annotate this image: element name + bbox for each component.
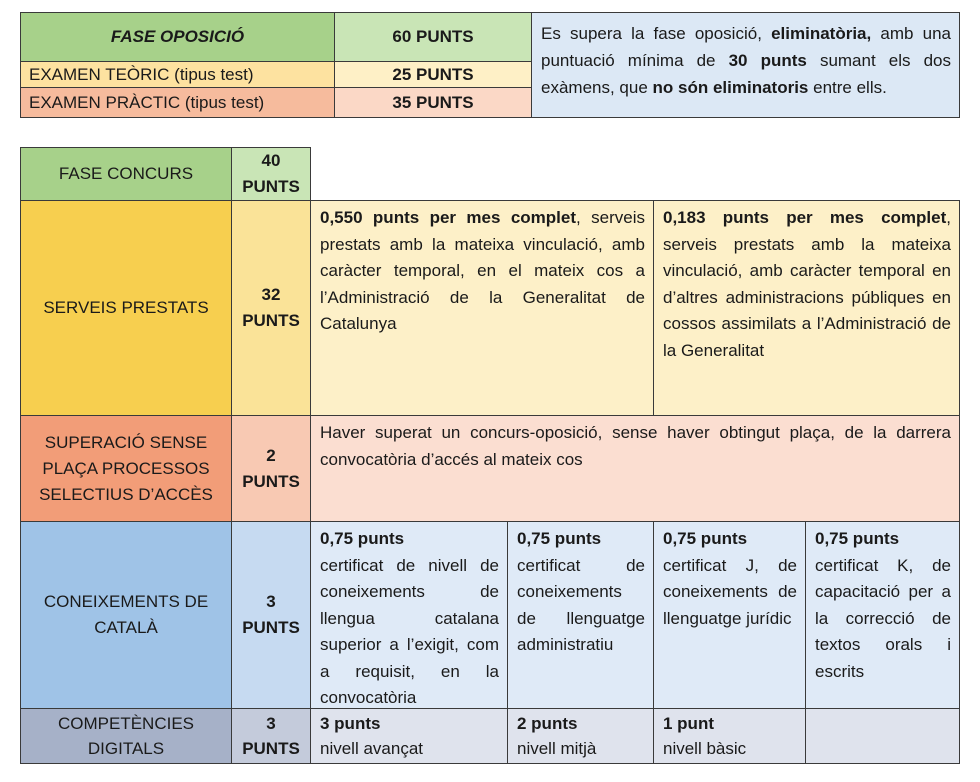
concurs-points-cell	[231, 147, 311, 201]
digitals-label-line1: COMPETÈNCIES	[57, 714, 195, 733]
digitals-item-3-title: 1 punt	[663, 714, 714, 733]
examen-teoric-points-cell	[334, 61, 532, 88]
serveis-label: SERVEIS PRESTATS	[43, 298, 209, 317]
superacio-points-num: 2	[266, 445, 276, 465]
digitals-points-word: PUNTS	[242, 739, 300, 758]
catala-item-1-text: certificat de nivell de coneixements de llengua catalana superior a l’exigit, com a requisit, en la convocatòria	[320, 555, 499, 707]
digitals-item-1-title: 3 punts	[320, 714, 381, 733]
serveis-col2: 0,183 punts per mes complet, serveis prestats amb la mateixa vinculació, amb caràcter temporal en d’altres administracions públiques en cossos assimilats a l’Administració de la Generalitat	[653, 200, 960, 416]
catala-label-line1: CONEIXEMENTS DE	[43, 592, 209, 611]
catala-item-3-text: certificat J, de coneixements de llenguatge jurídic	[663, 555, 797, 628]
catala-item-1	[310, 521, 508, 709]
serveis-points-word: PUNTS	[242, 311, 300, 330]
examen-practic-points: 35 PUNTS	[392, 92, 474, 112]
serveis-points-num: 32	[261, 285, 281, 304]
serveis-label-cell	[20, 200, 232, 416]
concurs-points-word: PUNTS	[242, 177, 300, 196]
examen-teoric-points: 25 PUNTS	[392, 64, 474, 84]
digitals-item-2-text: nivell mitjà	[517, 739, 597, 758]
catala-item-2-text: certificat de coneixements de llenguatge administratiu	[517, 555, 645, 654]
concurs-title-cell	[20, 147, 232, 201]
oposicio-title-cell	[20, 12, 335, 62]
serveis-col1-text: serveis prestats amb la mateixa vinculació, amb caràcter temporal, en el mateix cos a l’Administració de la Generalitat de Catalunya	[320, 208, 645, 333]
examen-teoric-label-cell	[20, 61, 335, 88]
digitals-item-3	[653, 708, 806, 764]
examen-teoric-label: EXAMEN TEÒRIC (tipus test)	[29, 64, 254, 84]
catala-label-line2: CATALÀ	[94, 618, 158, 637]
serveis-col2-text: serveis prestats amb la mateixa vinculació, amb caràcter temporal en d’altres administracions públiques en cossos assimilats a l’Administració de la Generalitat	[663, 234, 951, 360]
catala-item-3	[653, 521, 806, 709]
digitals-label-line2: DIGITALS	[87, 739, 165, 758]
digitals-points-num: 3	[266, 714, 276, 733]
superacio-label-line3: SELECTIUS D’ACCÈS	[39, 484, 213, 504]
concurs-title: FASE CONCURS	[58, 164, 194, 183]
superacio-label-cell	[20, 415, 232, 522]
oposicio-points: 60 PUNTS	[392, 27, 474, 46]
superacio-text-cell	[310, 415, 960, 522]
digitals-item-3-text: nivell bàsic	[663, 739, 747, 758]
digitals-item-1	[310, 708, 508, 764]
desc-part: amb una puntuació mínima de	[541, 24, 951, 70]
examen-practic-label: EXAMEN PRÀCTIC (tipus test)	[29, 92, 265, 112]
catala-label-cell	[20, 521, 232, 709]
concurs-points-num: 40	[261, 151, 281, 170]
desc-bold: no són eliminatoris	[652, 78, 809, 97]
serveis-col1-title: 0,550 punts per mes complet	[320, 208, 577, 227]
catala-points-cell	[231, 521, 311, 709]
catala-item-2	[507, 521, 654, 709]
catala-item-4-title: 0,75 punts	[815, 529, 900, 548]
serveis-col1: 0,550 punts per mes complet, serveis prestats amb la mateixa vinculació, amb caràcter temporal, en el mateix cos a l’Administració de la Generalitat de Catalunya	[310, 200, 654, 416]
digitals-label-cell	[20, 708, 232, 764]
superacio-label-line1: SUPERACIÓ SENSE	[44, 432, 208, 452]
catala-item-4-text: certificat K, de capacitació per a la correcció de textos orals i escrits	[815, 555, 951, 681]
digitals-empty-cell	[805, 708, 960, 764]
catala-points-num: 3	[266, 592, 276, 611]
digitals-item-1-text: nivell avançat	[320, 739, 424, 758]
catala-item-1-title: 0,75 punts	[320, 529, 405, 548]
examen-practic-points-cell	[334, 87, 532, 118]
desc-part: Es supera la fase oposició,	[541, 24, 762, 43]
desc-bold: eliminatòria,	[771, 24, 872, 43]
oposicio-title: FASE OPOSICIÓ	[110, 27, 245, 46]
digitals-points-cell	[231, 708, 311, 764]
examen-practic-label-cell	[20, 87, 335, 118]
catala-item-4	[805, 521, 960, 709]
desc-part: sumant els dos exàmens, que	[541, 51, 951, 97]
superacio-points-word: PUNTS	[242, 471, 300, 491]
superacio-text: Haver superat un concurs-oposició, sense haver obtingut plaça, de la darrera convocatòria d’accés al mateix cos	[320, 423, 951, 469]
catala-item-2-title: 0,75 punts	[517, 529, 602, 548]
desc-part: entre ells.	[813, 78, 887, 97]
catala-points-word: PUNTS	[242, 618, 300, 637]
superacio-label-line2: PLAÇA PROCESSOS	[42, 458, 210, 478]
catala-item-3-title: 0,75 punts	[663, 529, 748, 548]
oposicio-points-cell	[334, 12, 532, 62]
digitals-item-2	[507, 708, 654, 764]
superacio-points-cell	[231, 415, 311, 522]
desc-bold: 30 punts	[728, 51, 807, 70]
oposicio-description	[531, 12, 960, 118]
serveis-col2-title: 0,183 punts per mes complet	[663, 208, 947, 227]
digitals-item-2-title: 2 punts	[517, 714, 578, 733]
serveis-points-cell	[231, 200, 311, 416]
